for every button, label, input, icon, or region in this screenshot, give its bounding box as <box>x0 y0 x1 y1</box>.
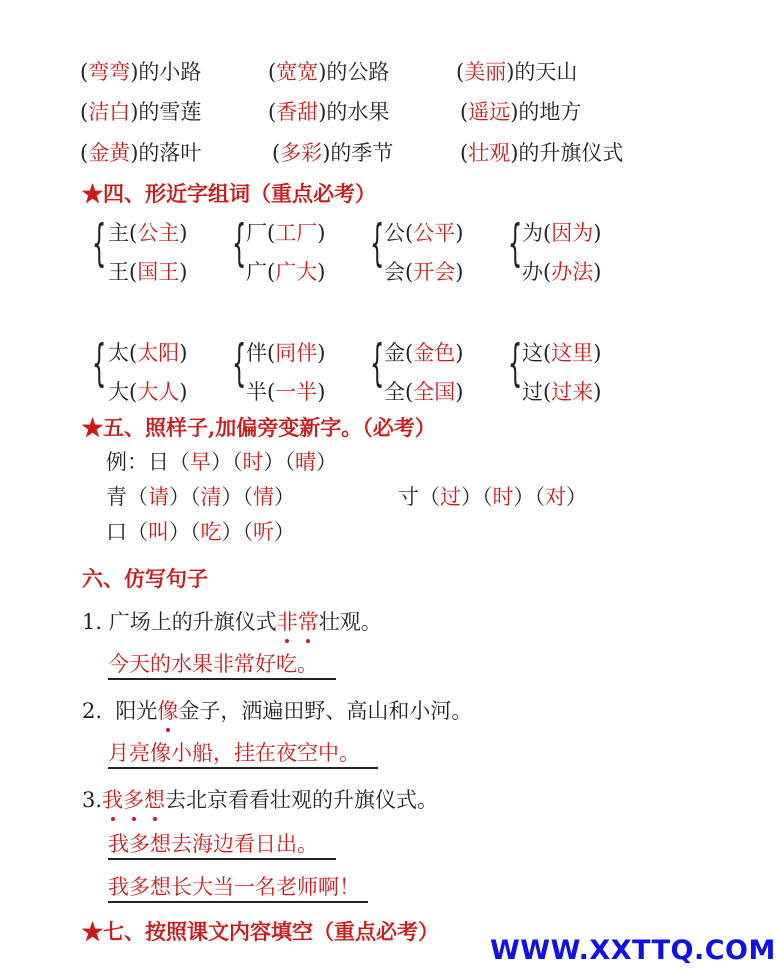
brace-icon: { <box>370 334 385 392</box>
pair-bottom: 王(国王) <box>108 260 188 284</box>
phrase-answer: 弯弯 <box>88 60 131 84</box>
radical-example: 例：日（早）（时）（晴） <box>106 450 337 474</box>
section-6-title: 六、仿写句子 <box>82 566 208 591</box>
sentence-key: 我多想 <box>102 788 166 812</box>
radical-answer: 晴 <box>295 450 316 474</box>
radical-answer: 叫 <box>148 520 169 544</box>
pair-top: 主(公主) <box>108 221 188 245</box>
phrase-tail: 的水果 <box>326 100 390 124</box>
brace-icon: { <box>92 214 107 272</box>
pair-answer: 办法 <box>551 260 594 284</box>
phrase-item: (宽宽)的公路 <box>268 60 390 84</box>
pair-answer: 这里 <box>551 341 594 365</box>
brace-icon: { <box>92 334 107 392</box>
radical-row-1b: 寸（过）（时）（对） <box>398 485 587 509</box>
pair-top: 厂(工厂) <box>246 221 326 245</box>
phrase-answer: 美丽 <box>464 60 507 84</box>
radical-answer: 请 <box>148 485 169 509</box>
sentence-key: 非常 <box>276 610 319 634</box>
pair-bottom: 过(过来) <box>522 380 602 404</box>
phrase-item: (香甜)的水果 <box>268 100 390 124</box>
pair-answer: 太阳 <box>137 341 180 365</box>
radical-answer: 过 <box>440 485 461 509</box>
pair-bottom: 大(大人) <box>108 380 188 404</box>
sentence-1: 1. 广场上的升旗仪式非常壮观。 <box>82 610 382 634</box>
pair-answer: 公主 <box>137 221 180 245</box>
phrase-answer: 洁白 <box>88 100 131 124</box>
phrase-item: (美丽)的天山 <box>456 60 578 84</box>
pair-answer: 国王 <box>137 260 180 284</box>
radical-answer: 情 <box>253 485 274 509</box>
answer-3a: 我多想去海边看日出。 <box>108 830 336 858</box>
pair-answer: 因为 <box>551 221 594 245</box>
pair-bottom: 广(广大) <box>246 260 326 284</box>
phrase-item: (洁白)的雪莲 <box>80 100 202 124</box>
radical-answer: 早 <box>190 450 211 474</box>
radical-answer: 听 <box>253 520 274 544</box>
brace-icon: { <box>232 334 247 392</box>
radical-row-2: 口（叫）（吃）（听） <box>106 520 295 544</box>
phrase-item: (金黄)的落叶 <box>80 141 202 165</box>
brace-icon: { <box>508 334 523 392</box>
pair-answer: 过来 <box>551 380 594 404</box>
pair-answer: 全国 <box>413 380 456 404</box>
phrase-item: (遥远)的地方 <box>460 100 582 124</box>
phrase-answer: 金黄 <box>88 141 131 165</box>
watermark: WWW.XXTTQ.COM <box>490 935 776 966</box>
pair-bottom: 全(全国) <box>384 380 464 404</box>
phrase-tail: 的季节 <box>330 141 394 165</box>
pair-bottom: 会(开会) <box>384 260 464 284</box>
phrase-item: (壮观)的升旗仪式 <box>460 141 624 165</box>
pair-answer: 开会 <box>413 260 456 284</box>
phrase-tail: 的雪莲 <box>138 100 202 124</box>
pair-answer: 同伴 <box>275 341 318 365</box>
pair-answer: 大人 <box>137 380 180 404</box>
brace-icon: { <box>370 214 385 272</box>
phrase-answer: 宽宽 <box>276 60 319 84</box>
answer-1: 今天的水果非常好吃。 <box>108 650 336 678</box>
answer-2: 月亮像小船，挂在夜空中。 <box>108 739 378 767</box>
radical-answer: 吃 <box>200 520 222 544</box>
phrase-tail: 的天山 <box>514 60 578 84</box>
answer-3b: 我多想长大当一名老师啊！ <box>108 873 368 901</box>
pair-top: 伴(同伴) <box>246 341 326 365</box>
phrase-answer: 遥远 <box>468 100 511 124</box>
pair-top: 金(金色) <box>384 341 464 365</box>
phrase-tail: 的小路 <box>138 60 202 84</box>
radical-answer: 对 <box>545 485 566 509</box>
phrase-item: (弯弯)的小路 <box>80 60 202 84</box>
radical-row-1a: 青（请）（清）（情） <box>106 485 295 509</box>
pair-bottom: 半(一半) <box>246 380 326 404</box>
pair-answer: 工厂 <box>275 221 318 245</box>
pair-top: 为(因为) <box>522 221 602 245</box>
pair-bottom: 办(办法) <box>522 260 602 284</box>
sentence-key: 像 <box>157 699 179 723</box>
phrase-answer: 壮观 <box>468 141 511 165</box>
sentence-3: 3.我多想去北京看看壮观的升旗仪式。 <box>82 788 439 812</box>
section-4-title: ★四、形近字组词（重点必考） <box>82 181 376 206</box>
brace-icon: { <box>232 214 247 272</box>
phrase-item: (多彩)的季节 <box>272 141 394 165</box>
phrase-answer: 多彩 <box>280 141 323 165</box>
phrase-answer: 香甜 <box>276 100 319 124</box>
brace-icon: { <box>508 214 523 272</box>
pair-top: 公(公平) <box>384 221 464 245</box>
phrase-tail: 的地方 <box>518 100 582 124</box>
radical-answer: 清 <box>200 485 222 509</box>
pair-answer: 广大 <box>275 260 318 284</box>
sentence-2: 2. 阳光像金子，洒遍田野、高山和小河。 <box>82 699 473 723</box>
radical-answer: 时 <box>242 450 264 474</box>
pair-answer: 一半 <box>275 380 318 404</box>
pair-answer: 公平 <box>413 221 456 245</box>
radical-answer: 时 <box>492 485 514 509</box>
phrase-tail: 的升旗仪式 <box>518 141 624 165</box>
phrase-tail: 的公路 <box>326 60 390 84</box>
section-7-title: ★七、按照课文内容填空（重点必考） <box>82 919 439 944</box>
section-5-title: ★五、照样子,加偏旁变新字。（必考） <box>82 415 436 440</box>
pair-top: 太(太阳) <box>108 341 188 365</box>
phrase-tail: 的落叶 <box>138 141 202 165</box>
pair-answer: 金色 <box>413 341 456 365</box>
pair-top: 这(这里) <box>522 341 602 365</box>
